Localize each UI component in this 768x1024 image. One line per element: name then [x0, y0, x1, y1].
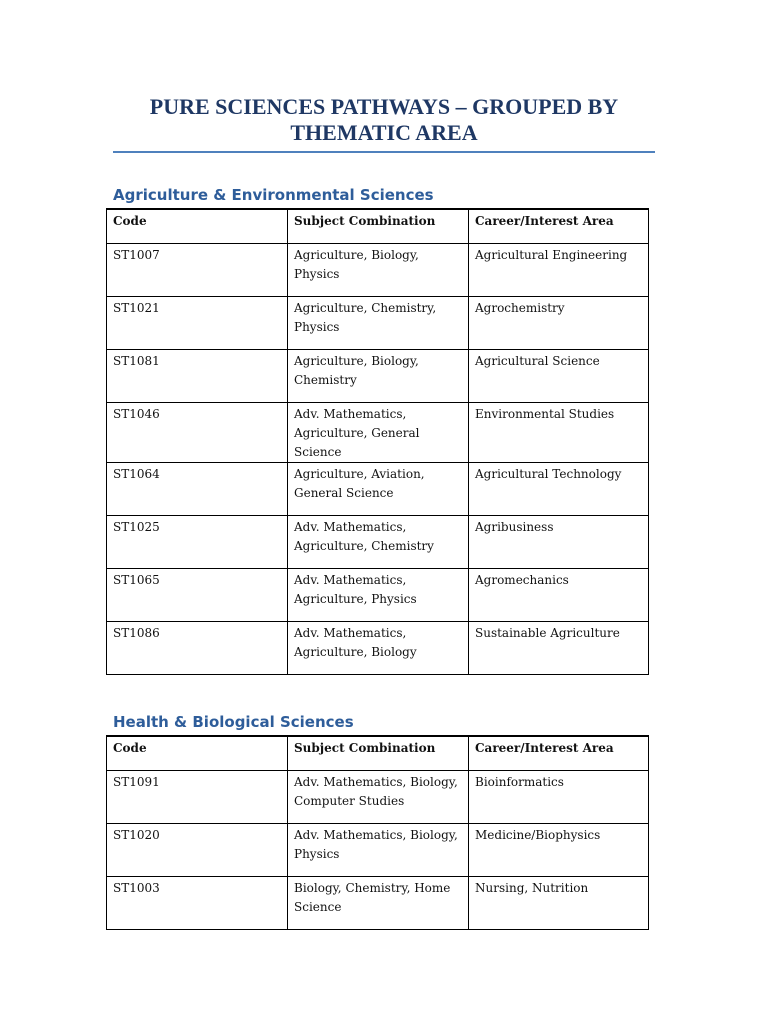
career-area-cell: Agromechanics: [469, 569, 649, 622]
code-cell: ST1021: [107, 297, 288, 350]
subject-combination-cell: Adv. Mathematics, Agriculture, Biology: [288, 622, 469, 675]
table-row: [107, 516, 649, 569]
career-area-cell: Sustainable Agriculture: [469, 622, 649, 675]
code-cell: ST1003: [107, 877, 288, 930]
subject-combination-cell: Agriculture, Biology, Chemistry: [288, 350, 469, 403]
agriculture-pathways-table: [106, 208, 649, 675]
career-area-cell: Agricultural Engineering: [469, 244, 649, 297]
career-area-cell: Bioinformatics: [469, 771, 649, 824]
career-area-cell: Agricultural Technology: [469, 463, 649, 516]
career-area-cell: Medicine/Biophysics: [469, 824, 649, 877]
table-row: [107, 771, 649, 824]
column-header-code: Code: [107, 736, 288, 771]
code-cell: ST1020: [107, 824, 288, 877]
table-header-row: [107, 209, 649, 244]
section-heading-health: Health & Biological Sciences: [113, 713, 354, 731]
table-row: [107, 350, 649, 403]
table-header-row: [107, 736, 649, 771]
column-header-subject-combination: Subject Combination: [288, 736, 469, 771]
career-area-cell: Agribusiness: [469, 516, 649, 569]
code-cell: ST1064: [107, 463, 288, 516]
code-cell: ST1025: [107, 516, 288, 569]
table-row: [107, 403, 649, 463]
code-cell: ST1065: [107, 569, 288, 622]
table-row: [107, 622, 649, 675]
column-header-subject-combination: Subject Combination: [288, 209, 469, 244]
section-heading-agriculture: Agriculture & Environmental Sciences: [113, 186, 434, 204]
subject-combination-cell: Adv. Mathematics, Agriculture, Chemistry: [288, 516, 469, 569]
table-row: [107, 244, 649, 297]
page-title: PURE SCIENCES PATHWAYS – GROUPED BY THEMATIC AREA: [149, 94, 619, 145]
table-row: [107, 877, 649, 930]
career-area-cell: Agrochemistry: [469, 297, 649, 350]
table-row: [107, 297, 649, 350]
subject-combination-cell: Adv. Mathematics, Agriculture, Physics: [288, 569, 469, 622]
column-header-code: Code: [107, 209, 288, 244]
code-cell: ST1086: [107, 622, 288, 675]
subject-combination-cell: Adv. Mathematics, Biology, Physics: [288, 824, 469, 877]
code-cell: ST1007: [107, 244, 288, 297]
title-divider: [113, 151, 655, 153]
code-cell: ST1091: [107, 771, 288, 824]
column-header-career-interest-area: Career/Interest Area: [469, 209, 649, 244]
subject-combination-cell: Agriculture, Aviation, General Science: [288, 463, 469, 516]
table-row: [107, 569, 649, 622]
subject-combination-cell: Biology, Chemistry, Home Science: [288, 877, 469, 930]
health-pathways-table: [106, 735, 649, 930]
career-area-cell: Environmental Studies: [469, 403, 649, 463]
code-cell: ST1081: [107, 350, 288, 403]
career-area-cell: Nursing, Nutrition: [469, 877, 649, 930]
table-row: [107, 463, 649, 516]
subject-combination-cell: Agriculture, Biology, Physics: [288, 244, 469, 297]
career-area-cell: Agricultural Science: [469, 350, 649, 403]
subject-combination-cell: Adv. Mathematics, Agriculture, General Science: [288, 403, 469, 463]
subject-combination-cell: Adv. Mathematics, Biology, Computer Studies: [288, 771, 469, 824]
code-cell: ST1046: [107, 403, 288, 463]
table-row: [107, 824, 649, 877]
column-header-career-interest-area: Career/Interest Area: [469, 736, 649, 771]
subject-combination-cell: Agriculture, Chemistry, Physics: [288, 297, 469, 350]
